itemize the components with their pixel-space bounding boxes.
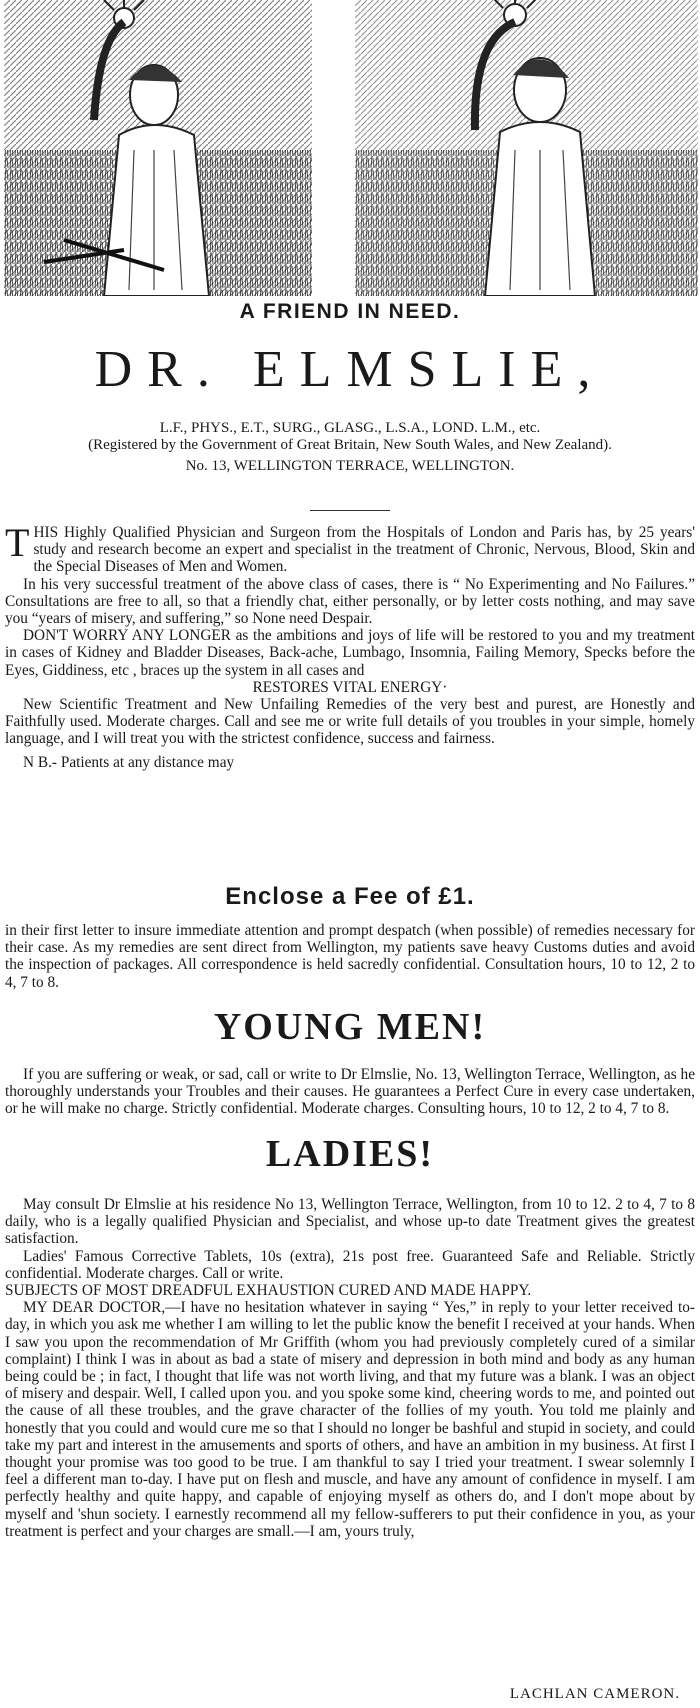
- ladies-section: [5, 1196, 695, 1540]
- young-men-section: [5, 1066, 695, 1118]
- signature: LACHLAN CAMERON.: [509, 1686, 680, 1702]
- testimonial-letter: MY DEAR DOCTOR,—I have no hesitation whatever in saying “ Yes,” in reply to your letter received to-day, in which you ask me whether I am willing to let the public know the benefit I received at your hands. When I saw you upon the recommendation of Mr Griffith (whom you had previously completely cured of a similar complaint) I think I was in about as bad a state of misery and depression in both mind and body as any human being could be ; in fact, I thought that life was not worth living, and that my future was a blank. I was an object of misery and despair. Well, I called upon you. and you spoke some kind, cheering words to me, and pointed out the cause of all these troubles, and the grave character of the follies of my youth. You told me plainly and honestly that you could and would cure me so that I should no longer be bashful and stupid in society, and could take my part and interest in the amusements and sports of others, and have an ambition in my business. At first I thought your promise was too good to be true. I am thankful to say I tried your treatment. I swear solemnly I feel a different man to-day. I have put on flesh and muscle, and have any amount of confidence in myself. I am perfectly healthy and quite happy, and capable of enjoying myself as others do, and I don't mope about by myself and 'shun society. I earnestly recommend all my fellow-sufferers to put their confidence in you, as your treatment is perfect and your charges are small.—I am, yours truly,: [5, 1299, 695, 1540]
- ladies-paragraph-2: Ladies' Famous Corrective Tablets, 10s (extra), 21s post free. Guaranteed Safe and Reliable. Strictly confidential. Moderate charges. Call or write.: [5, 1247, 695, 1282]
- young-men-text: If you are suffering or weak, or sad, call or write to Dr Elmslie, No. 13, Wellington Terrace, Wellington, as he thoroughly understands your Troubles and their causes. He guarantees a Perfect Cure in every case undertaken, or he will make no charge. Strictly confidential. Moderate charges. Consulting hours, 10 to 12, 2 to 4, 7 to 8.: [5, 1066, 695, 1118]
- fee-section: [5, 922, 695, 991]
- testimonial-heading: SUBJECTS OF MOST DREADFUL EXHAUSTION CURED AND MADE HAPPY.: [5, 1282, 532, 1300]
- left-illustration: [4, 0, 312, 296]
- page-title: DR. ELMSLIE,: [94, 341, 606, 398]
- young-men-heading: YOUNG MEN!: [213, 1006, 487, 1048]
- intro-paragraph-3: DON'T WORRY ANY LONGER as the ambitions and joys of life will be restored to you and my treatment in cases of Kidney and Bladder Diseases, Back-ache, Lumbago, Insomnia, Failing Memory, Specks before the Eyes, Giddiness, etc , braces up the system in all cases and: [5, 627, 695, 679]
- divider-rule: [310, 510, 390, 511]
- dropcap: T: [5, 520, 30, 565]
- nb-line: N B.- Patients at any distance may: [23, 753, 235, 771]
- credentials-degrees: L.F., PHYS., E.T., SURG., GLASG., L.S.A., LOND. L.M., etc.: [159, 420, 541, 436]
- caption: A FRIEND IN NEED.: [239, 300, 461, 323]
- fee-heading: Enclose a Fee of £1.: [225, 883, 475, 910]
- intro-paragraph-4: New Scientific Treatment and New Unfailing Remedies of the very best and purest, are Honestly and Faithfully used. Moderate charges. Call and see me or write full details of you troubles in your simple, homely language, and I will treat you with the strictest confidence, success and fairness.: [5, 696, 695, 748]
- intro-p1-text: HIS Highly Qualified Physician and Surgeon from the Hospitals of London and Paris has, by 25 years' study and research become an expert and specialist in the treatment of Chronic, Nervous, Blood, Skin and the Special Diseases of Men and Women.: [33, 524, 695, 576]
- ladies-heading: LADIES!: [265, 1133, 435, 1175]
- intro-paragraph-2: In his very successful treatment of the above class of cases, there is “ No Experimenting and No Failures.” Consultations are free to all, so that a friendly chat, either personally, or by letter costs nothing, and may save you “years of misery, and suffering,” so None need Despair.: [5, 575, 695, 628]
- restores-heading: RESTORES VITAL ENERGY·: [252, 678, 448, 696]
- ladies-paragraph-1: May consult Dr Elmslie at his residence No 13, Wellington Terrace, Wellington, from 10 to 12. 2 to 4, 7 to 8 daily, who is a legally qualified Physician and Specialist, and whose up-to date Treatment gives the greatest satisfaction.: [5, 1196, 695, 1248]
- lamp-woman-image-right: [355, 0, 698, 296]
- credentials-address: No. 13, WELLINGTON TERRACE, WELLINGTON.: [185, 458, 515, 474]
- intro-paragraph-1: [5, 520, 695, 576]
- lamp-woman-image-left: [4, 0, 312, 296]
- intro-section: [5, 520, 695, 771]
- fee-text: in their first letter to insure immediate attention and prompt despatch (when possible) of remedies necessary for their case. As my remedies are sent direct from Wellington, my patients save heavy Customs duties and avoid the inspection of packages. All correspondence is held sacredly confidential. Consultation hours, 10 to 12, 2 to 4, 7 to 8.: [5, 922, 695, 991]
- credentials: [20, 420, 680, 475]
- credentials-registration: (Registered by the Government of Great Britain, New South Wales, and New Zealand).: [88, 437, 612, 453]
- right-illustration: [355, 0, 698, 296]
